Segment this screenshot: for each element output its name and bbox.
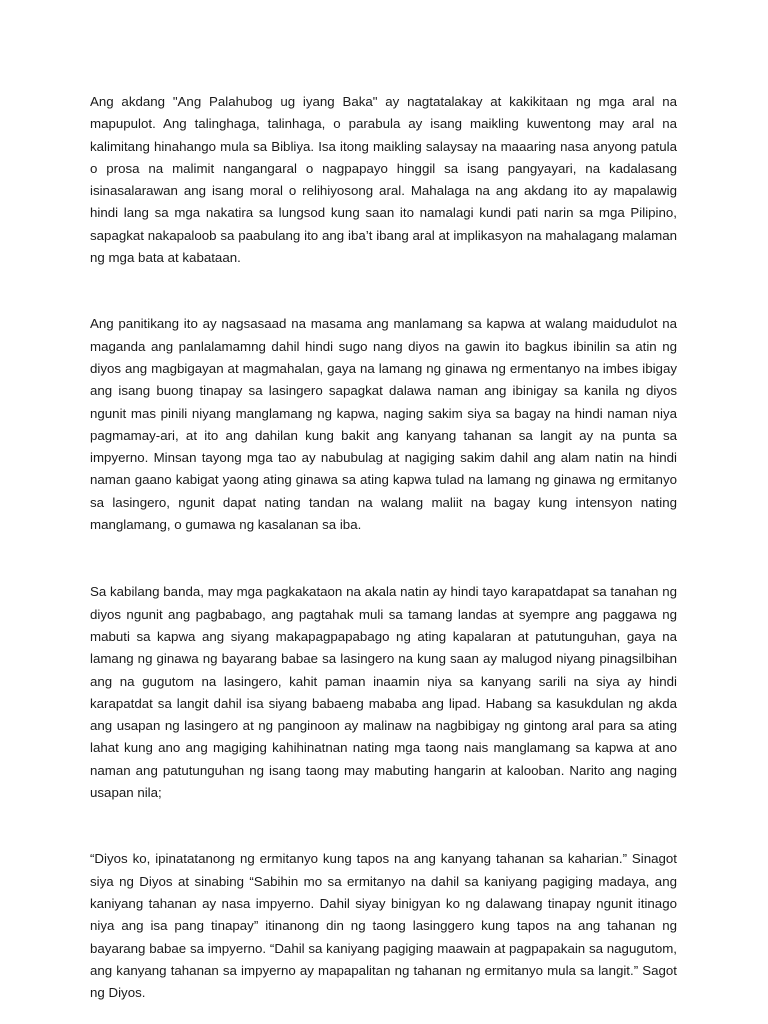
paragraph-greed-lesson: Ang panitikang ito ay nagsasaad na masama ang manlamang sa kapwa at walang maidudulot na maganda ang panlalamamng dahil hindi sugo nang diyos na gawin ito bagkus ibinilin sa atin ng diyos ang magbigayan at magmahalan, gaya na lamang ng ginawa ng ermentanyo na imbes ibigay ang isang buong tinapay sa lasingero sapagkat dalawa naman ang ibinigay sa kanila ng diyos ngunit mas pinili niyang manglamang ng kapwa, naging sakim siya sa bagay na hindi naman niya pagmamay-ari, at ito ang dahilan kung bakit ang kanyang tahanan sa langit ay na punta sa impyerno. Minsan tayong mga tao ay nabubulag at nagiging sakim dahil ang alam natin na hindi naman gaano kabigat yaong ating ginawa sa ating kapwa tulad na lamang ng ginawa ng ermitanyo sa lasingero, ngunit dapat nating tandan na walang maliit na bagay kung intensyon nating manglamang, o gumawa ng kasalanan sa iba. [90,316,677,533]
paragraph-redemption-lesson: Sa kabilang banda, may mga pagkakataon na akala natin ay hindi tayo karapatdapat sa tanahan ng diyos ngunit ang pagbabago, ang pagtahak muli sa tamang landas at syempre ang paggawa ng mabuti sa kapwa ang siyang makapagpapabago ng ating kapalaran at patutunguhan, gaya na lamang ng ginawa ng bayarang babae sa lasingero na kung saan ay malugod niyang pinagsilbihan ang na gugutom na lasingero, kahit paman inaamin niya sa kanyang sarili na siya ay hindi karapatdat sa langit dahil isa siyang babaeng mababa ang lipad. Habang sa kasukdulan ng akda ang usapan ng lasingero at ng panginoon ay malinaw na nagbibigay ng gintong aral para sa ating lahat kung ano ang magiging kahihinatnan nating mga taong nais manglamang sa kapwa at ano naman ang patutunguhan ng isang taong may mabuting hangarin at kalooban. Narito ang naging usapan nila; [90,584,677,801]
paragraph-dialogue: “Diyos ko, ipinatatanong ng ermitanyo kung tapos na ang kanyang tahanan sa kaharian.” Sinagot siya ng Diyos at sinabing “Sabihin mo sa ermitanyo na dahil sa kaniyang pagiging madaya, ang kaniyang tahanan ay nasa impyerno. Dahil siyay binigyan ko ng dalawang tinapay ngunit itinago niya ang isa pang tinapay” itinanong din ng taong lasinggero kung tapos na ang tahanan ng bayarang babae sa impyerno. “Dahil sa kaniyang pagiging maawain at pagpapakain sa nagugutom, ang kanyang tahanan sa impyerno ay mapapalitan ng tahanan ng ermitanyo mula sa langit.” Sagot ng Diyos. [90,851,677,1001]
paragraph-intro: Ang akdang "Ang Palahubog ug iyang Baka" ay nagtatalakay at kakikitaan ng mga aral na mapupulot. Ang talinghaga, talinhaga, o parabula ay isang maikling kuwentong may aral na kalimitang hinahango mula sa Bibliya. Isa itong maikling salaysay na maaaring nasa anyong patula o prosa na malimit nangangaral o nagpapayo hinggil sa isang pangyayari, na kadalasang isinasalarawan ang isang moral o relihiyosong aral. Mahalaga na ang akdang ito ay mapalawig hindi lang sa mga nakatira sa lungsod kung saan ito namalagi kundi pati narin sa mga Pilipino, sapagkat nakapaloob sa paabulang ito ang iba’t ibang aral at implikasyon na mahalagang malaman ng mga bata at kabataan. [90,94,677,266]
document-page [90,91,677,1004]
